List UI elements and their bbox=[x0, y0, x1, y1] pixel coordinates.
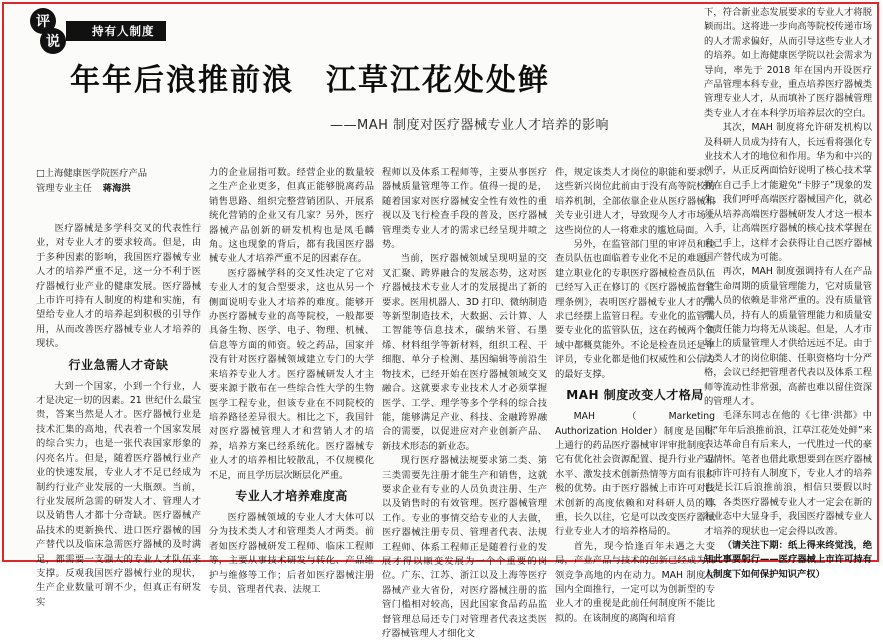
article-column-4 bbox=[555, 166, 715, 624]
badge-char-2: 说 bbox=[40, 28, 66, 54]
article-column-3 bbox=[382, 166, 547, 639]
column-badge bbox=[28, 6, 178, 52]
section-heading: 专业人才培养难度高 bbox=[235, 488, 348, 503]
paragraph: 力的企业屈指可数。经营企业的数量较之生产企业更多，但真正能够脱离药品销售思路、组织完整营销团队、开展系统化营销的企业又有几家？另外，医疗器械产品创新的研发机构也是凤毛麟角。这也现象的背后，都有我国医疗器械专业人才培养严重不足的因素存在。 bbox=[209, 167, 374, 265]
article-column-1 bbox=[36, 222, 201, 608]
paragraph: 大到一个国家，小到一个行业，人才是决定一切的因素。21 世纪什么最宝贵，答案当然是人才。医疗器械行业是技术汇集的高地，代表着一个国家发展的综合实力，也是一张代表国家形象的闪亮名片。但是，随着医疗器械行业产业的快速发展，专业人才不足已经成为制约行业产业发展的一大瓶颈。当前，行业发展所急需的研发人才、管理人才以及销售人才都十分奇缺。医疗器械产品技术的更新换代、进口医疗器械的国产替代以及临床急需医疗器械的及时满足，都需要一支强大的专业人才队伍来支撑。反观我国医疗器械行业的现状，生产企业数量可谓不少，但真正有研发实 bbox=[36, 380, 201, 608]
paragraph: 件，规定该类人才岗位的职能和要求。这些新兴岗位此前由于没有高等院校的培养机制，全部依靠企业从医疗器械相关专业引进人才，导致现今人才市场上这些岗位的人一将难求的尴尬局面。 bbox=[555, 167, 715, 236]
article-column-5 bbox=[704, 6, 872, 580]
byline-affiliation-1: □上海健康医学院医疗产品 bbox=[36, 168, 148, 179]
section-heading: MAH 制度改变人才格局 bbox=[566, 388, 704, 403]
badge-char-1: 评 bbox=[30, 8, 56, 34]
paragraph: 再次，MAH 制度强调持有人在产品全生命周期的质量管理能力，它对质量管理人员的依赖是非常严重的。没有质量管理人员，持有人的质量管理能力和质量安全责任能力均将无从谈起。但是，人才市场上的质量管理人才供给远远不足。由于这类人才的岗位职能、任职资格均十分严格，会议已经把管理者代表以及体系工程师等流动性非常强，高薪也难以留住资深的管理人才。 bbox=[704, 266, 872, 407]
next-issue-note: （请关注下期：纸上得来终觉浅，绝知此事要躬行——医疗器械上市许可持有人制度下如何保护知识产权） bbox=[704, 540, 872, 580]
subtitle: ——MAH 制度对医疗器械专业人才培养的影响 bbox=[330, 118, 610, 133]
paragraph: 医疗器械领域的专业人才大体可以分为技术类人才和管理类人才两类。前者如医疗器械研发工程师、临床工程师等，主要从事技术研发与转化、产品维护与维修等工作；后者如医疗器械注册专员、管理者代表、法规工 bbox=[209, 511, 374, 595]
article-column-2 bbox=[209, 166, 374, 595]
paragraph: 下，符合新业态发展要求的专业人才将脱颖而出。这将进一步向高等院校传递市场的人才需求偏好，从而引导这些专业人才的培养。如上海健康医学院以社会需求为导向，率先于 2018 年在国内开设医疗产品管理本科专业，重点培养医疗器械类管理专业人才，从而填补了医疗器械管理类专业人才在本科学历培养层次的空白。 bbox=[704, 7, 872, 119]
byline-author: 蒋海洪 bbox=[102, 183, 131, 194]
column-name: 持有人制度 bbox=[66, 21, 166, 41]
byline-affiliation-2: 管理专业主任 bbox=[36, 183, 92, 194]
paragraph: 医疗器械是多学科交叉的代表性行业，对专业人才的要求较高。但是，由于多种因素的影响，我国医疗器械专业人才的培养严重不足，这一分不利于医疗器械行业产业的健康发展。医疗器械上市许可持有人制度的构建和实施，有望给专业人才的培养起到积极的引导作用，从而改善医疗器械专业人才培养的现状。 bbox=[36, 223, 201, 350]
paragraph: 其次，MAH 制度将允许研发机构以及科研人员成为持有人，长远看将强化专业技术人才的地位和作用。华为和中兴的例子，从正反两面恰好说明了核心技术掌握在自己手上才能避免“卡脖子”现象的发生，我们呼呼高端医疗器械国产化，就必须从培养高端医疗器械研发人才这一根本入手，让高端医疗器械的核心技术掌握在自己手上，这样才会获得让自己医疗器械国产替代成为可能。 bbox=[704, 122, 872, 263]
byline bbox=[36, 166, 201, 196]
paragraph: 现行医疗器械法规要求第二类、第三类需要先注册才能生产和销售，这就要求企业有专业的人员负责注册、生产以及销售时的有效管理。医疗器械管理工作。专业的事情交给专业的人去做，医疗器械注册专员、管理者代表、法规工程师、体系工程师正是随着行业的发展才得以顺变发展为一个个重要的岗位。广东、江苏、浙江以及上海等医疗器械产业大省份，对医疗器械注册的监管门槛相对较高，因此国家食品药品监督管理总局还专门对管理者代表这类医疗器械管理人才细化文 bbox=[382, 455, 547, 639]
paragraph: 当前，医疗器械领域呈现明显的交叉汇聚、跨界融合的发展态势，这对医疗器械技术专业人才的发展提出了新的要求。医用机器人、3D 打印、微纳制造等新型制造技术，大数据、云计算、人工智能等信息技术，碳纳米管、石墨烯、材料组学等新材料，组织工程、干细胞、单分子检测、基因编辑等前沿生物技术，已经开始在医疗器械领域交叉融合。这就要求专业技术人才必须掌握医学、工学、理学等多个学科的综合技能，能够满足产业、科技、金融跨界融合的需要，以促进应对产业创新产品、新技术形态的新业态。 bbox=[382, 253, 547, 452]
paragraph: 另外，在监管部门里的审评员和检查员队伍也面临着专业化不足的难题。建立职业化的专职医疗器械检查员队伍已经写入正在修订的《医疗器械监督管理条例》，表明医疗器械专业人才的需求已经摆上监管日程。专业化的监管需要专业化的监管队伍，这在药械两个领域中都概莫能外。不论是检查员还是审评员，专业化都是他们权威性和公信力的最好支撑。 bbox=[555, 239, 715, 380]
paragraph: MAH（Marketing Authorization Holder）制度是国际上通行的药品医疗器械审评审批制度，它有优化社会资源配置、提升行业产品水平、激发技术创新热情等方面有很积极的优势。由于医疗器械上市许可对技术创新的高度依赖和对科研人员的尊重，长久以往，它是可以改变医疗器械行业专业人才的培养格局的。 bbox=[555, 411, 715, 538]
paragraph: 程师以及体系工程师等，主要从事医疗器械质量管理等工作。值得一提的是，随着国家对医疗器械安全性有效性的重视以及飞行检查手段的普及，医疗器械管理类专业人才的需求已经呈现井喷之势。 bbox=[382, 167, 547, 251]
section-heading: 行业急需人才奇缺 bbox=[68, 357, 169, 372]
headline: 年年后浪推前浪 江草江花处处鲜 bbox=[70, 63, 550, 98]
paragraph: 医疗器械学科的交叉性决定了它对专业人才的复合型要求，这也从另一个侧面说明专业人才培养的难度。能够开办医疗器械专业的高等院校，一般都要具备生物、医学、电子、物理、机械、信息等方面的师资。较之药品，国家并没有针对医疗器械领域建立专门的大学来培养专业人才。医疗器械研发人才主要来源于散布在一些综合性大学的生物医学工程专业，但该专业在不同院校的培养路径差异很大。相比之下，我国针对医疗器械管理人才和营销人才的培养，培养方案已经系统化。医疗器械专业人才的培养相比较散乱，不仅规模化不足，而且学历层次断层化严重。 bbox=[209, 267, 374, 481]
paragraph: 首先，现今恰逢百年未遇之大变局，产业产品与技术的创新已经成为占领竞争高地的内在动力。MAH 制度在国内全面推行，一定可以为创新型的专业人才的重视是此前任何制度所不能比拟的。在该制度的离陶和培育 bbox=[555, 540, 715, 624]
paragraph: 毛泽东同志在他的《七律·洪都》中用“年年后浪推前浪，江草江花处处鲜”来表达革命自有后来人，一代胜过一代的豪迈情怀。笔者也借此歌想要到在医疗器械上市许可持有人制度下，专业人才的培养也是长江后浪推前浪，相信只要假以时日，各类医疗器械专业人才一定会在新的行业态中大显身手，我国医疗器械专业人才培养的现状也一定会得以改善。 bbox=[704, 410, 872, 537]
